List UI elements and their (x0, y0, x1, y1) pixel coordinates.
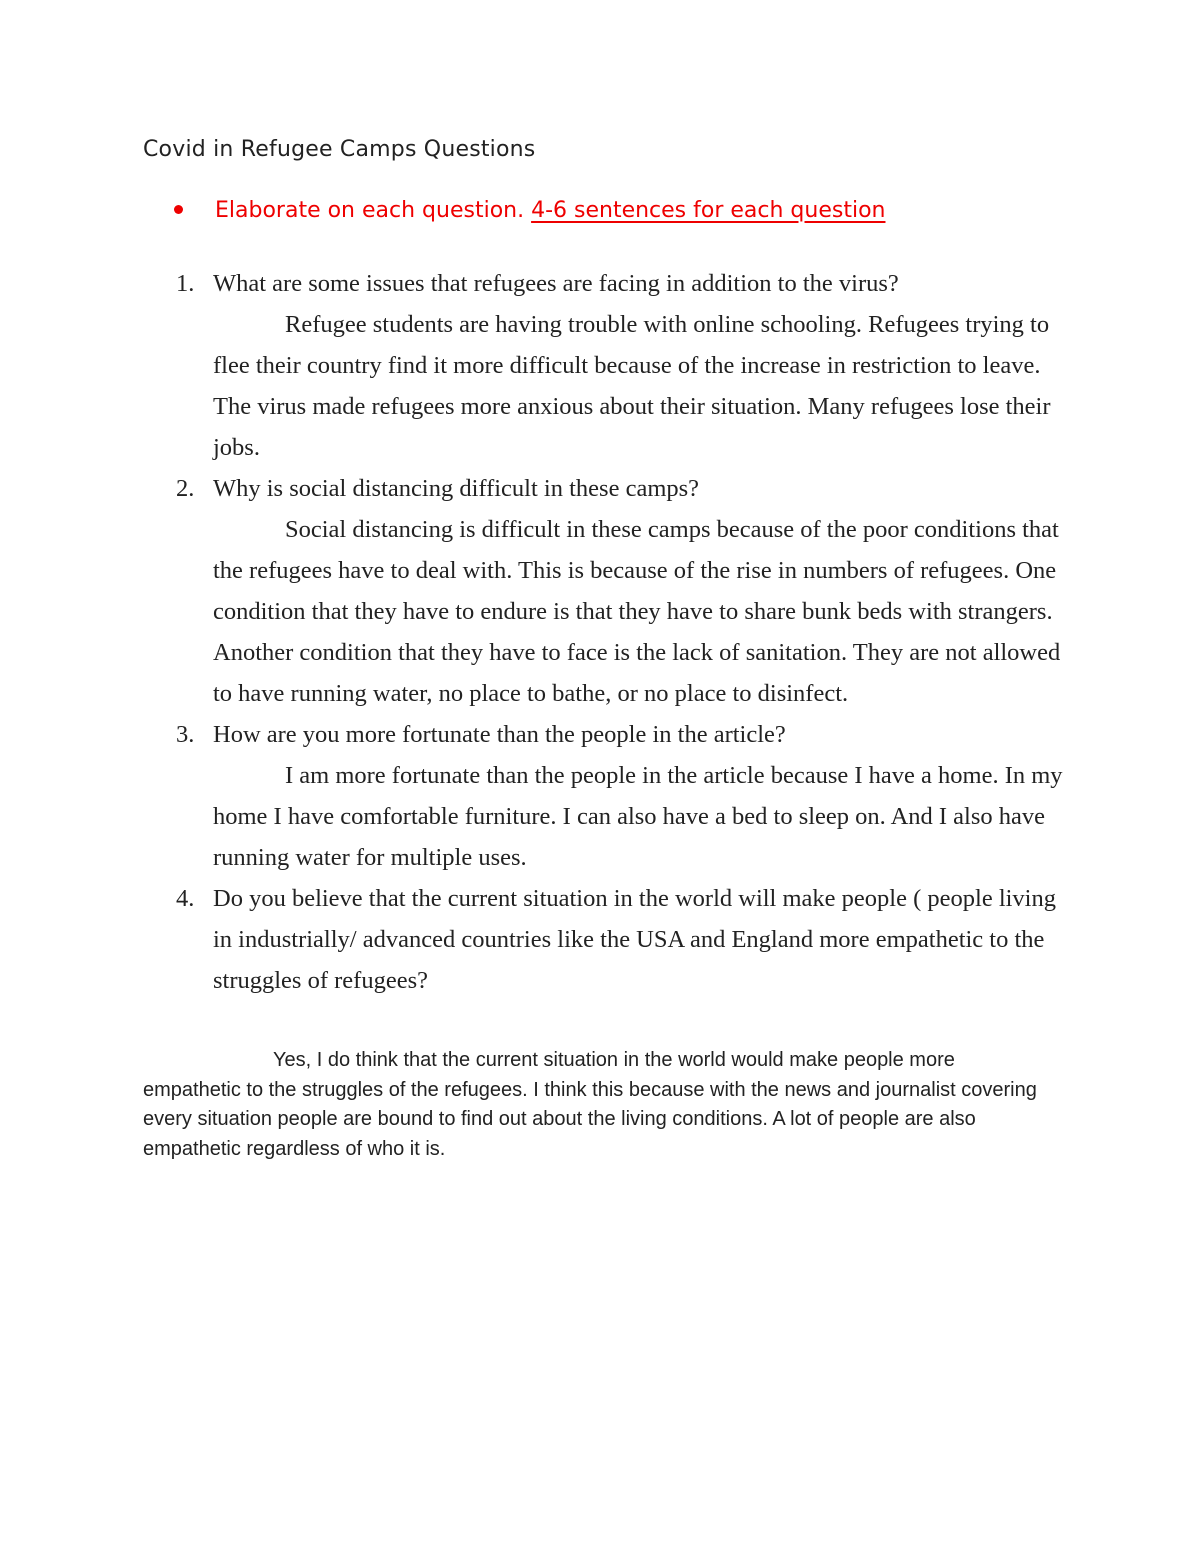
question-item-1 (143, 263, 1073, 468)
instruction-underlined-text: 4-6 sentences for each question (531, 198, 886, 223)
question-number: 2. (176, 475, 195, 502)
answer-text-4: Yes, I do think that the current situation in the world would make people more empathetic to the struggles of the refugees. I think this because with the news and journalist covering every situation people are bound to find out about the living conditions. A lot of people are also empathetic regardless of who it is. (143, 1049, 1037, 1160)
bullet-icon (174, 205, 183, 214)
answer-text: Refugee students are having trouble with online schooling. Refugees trying to flee their country find it more difficult because of the increase in restriction to leave. The virus made refugees more anxious about their situation. Many refugees lose their jobs. (213, 311, 1051, 461)
document-title: Covid in Refugee Camps Questions (143, 137, 536, 162)
instruction-bullet (143, 198, 1143, 223)
question-text: Do you believe that the current situation in the world will make people ( people living in industrially/ advanced countries like the USA and England more empathetic to the struggles of refugees? (213, 885, 1056, 994)
question-item-4 (143, 878, 1073, 1001)
question-number: 3. (176, 721, 195, 748)
question-number: 1. (176, 270, 195, 297)
answer-text: Social distancing is difficult in these camps because of the poor conditions that the refugees have to deal with. This is because of the rise in numbers of refugees. One condition that they have to endure is that they have to share bunk beds with strangers. Another condition that they have to face is the lack of sanitation. They are not allowed to have running water, no place to bathe, or no place to disinfect. (213, 516, 1061, 707)
answer-text: I am more fortunate than the people in the article because I have a home. In my home I have comfortable furniture. I can also have a bed to sleep on. And I also have running water for multiple uses. (213, 762, 1063, 871)
question-item-2 (143, 468, 1073, 714)
question-number: 4. (176, 885, 195, 912)
question-text: What are some issues that refugees are facing in addition to the virus? (213, 270, 899, 297)
question-item-3 (143, 714, 1073, 878)
question-text: How are you more fortunate than the people in the article? (213, 721, 786, 748)
question-text: Why is social distancing difficult in these camps? (213, 475, 700, 502)
question-list (143, 263, 1073, 1001)
instruction-text: Elaborate on each question. (215, 198, 532, 223)
